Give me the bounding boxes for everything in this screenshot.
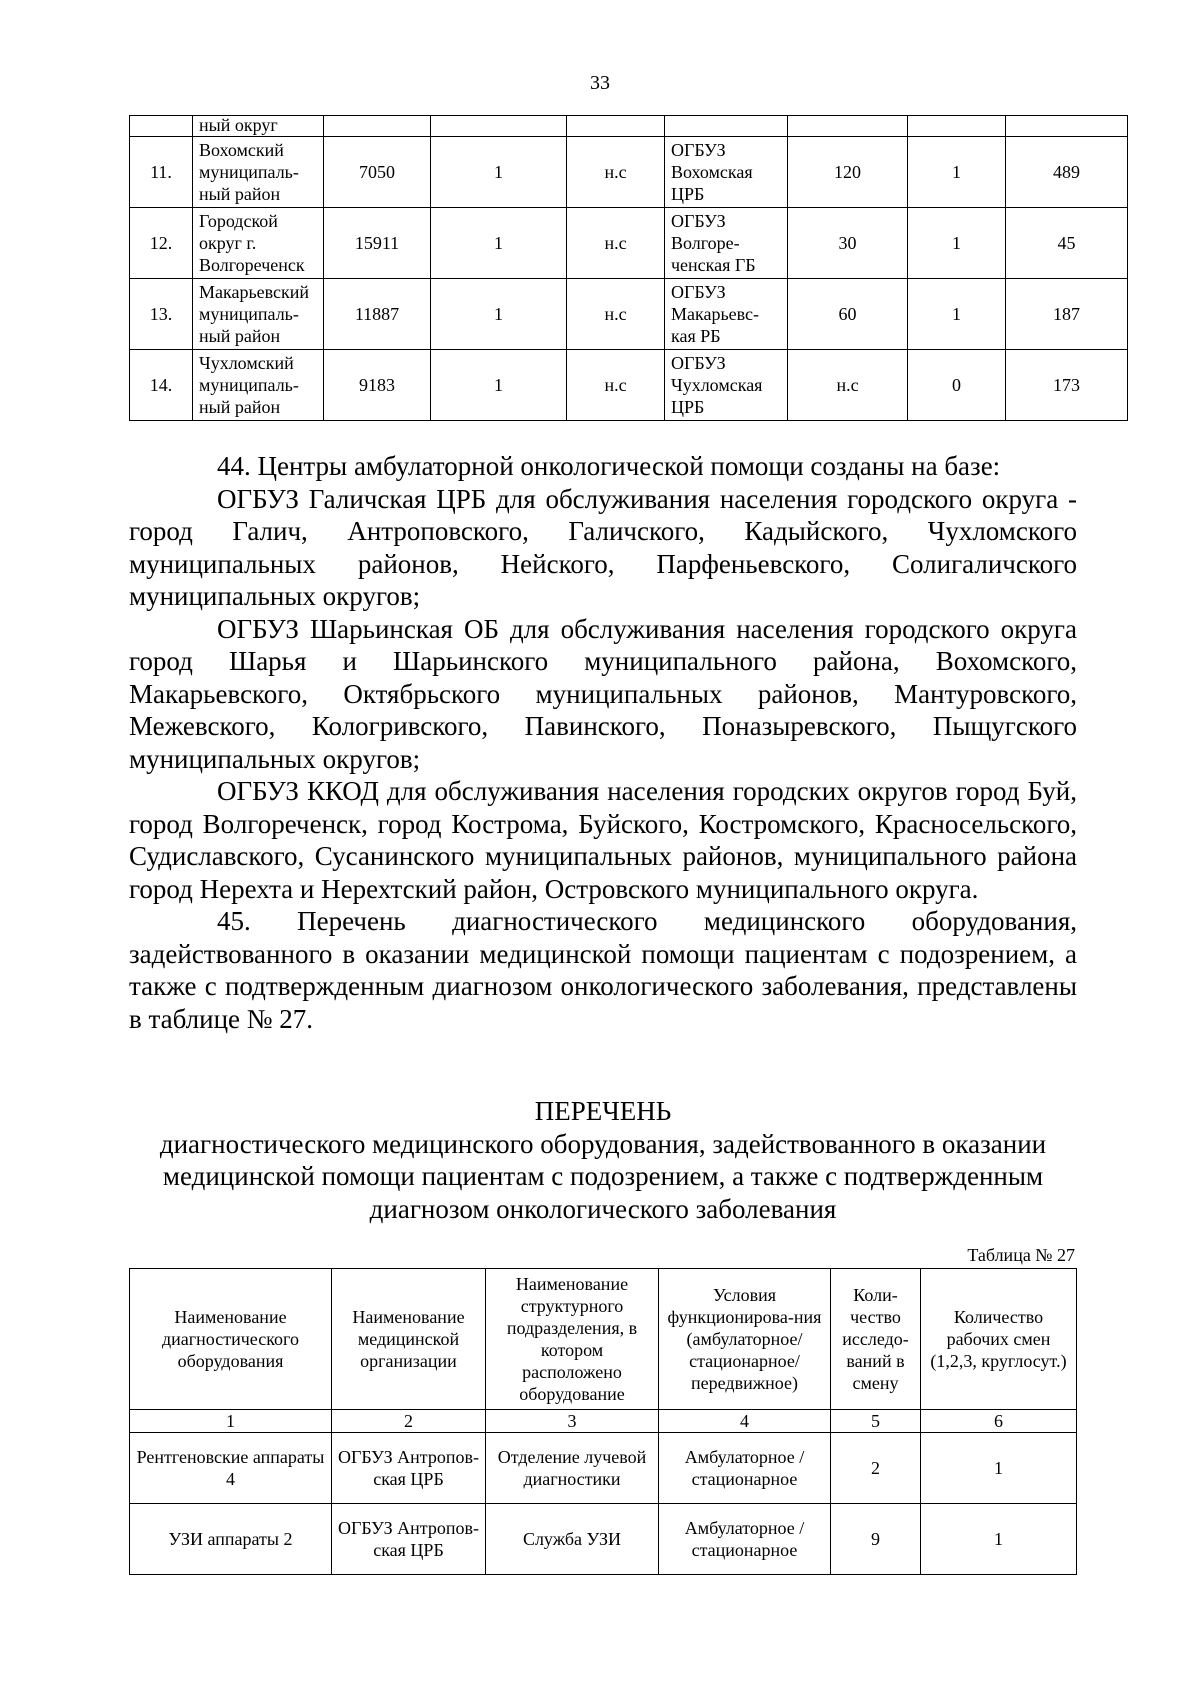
column-number: 3: [486, 1410, 659, 1433]
page-number: 33: [590, 72, 610, 94]
header-organization: Наименование медицинской организации: [332, 1269, 486, 1410]
value-cell: 1: [431, 137, 567, 208]
header-count: Коли-чество исследо-ваний в смену: [831, 1269, 921, 1410]
population-cell: 15911: [324, 208, 431, 279]
value-cell: 1: [908, 208, 1006, 279]
district-name: Вохомский муниципаль-ный район: [193, 137, 324, 208]
organization-cell: ОГБУЗ Антропов-ская ЦРБ: [332, 1504, 486, 1575]
value-cell: 0: [908, 350, 1006, 421]
paragraph-galich: ОГБУЗ Галичская ЦРБ для обслуживания населения городского округа - город Галич, Антроповского, Галичского, Кадыйского, Чухломского муниципальных районов, Нейского, Парфеньевского, Солигаличского муниципальных округов;: [129, 483, 1077, 611]
column-number-row: [130, 1410, 1077, 1433]
value-cell: н.с: [788, 350, 908, 421]
organization-cell: ОГБУЗ Антропов-ская ЦРБ: [332, 1433, 486, 1504]
paragraph-sharya: ОГБУЗ Шарьинская ОБ для обслуживания населения городского округа город Шарья и Шарьинского муниципального района, Вохомского, Макарьевского, Октябрьского муниципальных районов, Мантуровского, Межевского, Кологривского, Павинского, Поназыревского, Пыщугского муниципальных округов;: [129, 613, 1077, 774]
row-number: 12.: [130, 208, 193, 279]
table-row: [130, 208, 1128, 279]
table-caption: Таблица № 27: [967, 1245, 1075, 1265]
value-cell: н.с: [567, 208, 665, 279]
conditions-cell: Амбулаторное /стационарное: [659, 1433, 831, 1504]
district-name: Макарьевский муниципаль-ный район: [193, 279, 324, 350]
value-cell: 1: [908, 279, 1006, 350]
value-cell: н.с: [567, 279, 665, 350]
municipal-table: [129, 115, 1128, 421]
title-subtitle: диагностического медицинского оборудования, задействованного в оказании медицинской помощи пациентам с подозрением, а также с подтвержденным диагнозом онкологического заболевания: [159, 1128, 1047, 1224]
conditions-cell: Амбулаторное /стационарное: [659, 1504, 831, 1575]
value-cell: 489: [1006, 137, 1128, 208]
organization-name: ОГБУЗ Чухломская ЦРБ: [665, 350, 788, 421]
header-unit: Наименование структурного подразделения, в котором расположено оборудование: [486, 1269, 659, 1410]
column-number: 5: [831, 1410, 921, 1433]
table-row: [130, 279, 1128, 350]
header-equipment: Наименование диагностического оборудования: [130, 1269, 332, 1410]
value-cell: 60: [788, 279, 908, 350]
population-cell: 7050: [324, 137, 431, 208]
list-title: [129, 1095, 1077, 1225]
table-row: [130, 1504, 1077, 1575]
organization-name: ОГБУЗ Макарьевс-кая РБ: [665, 279, 788, 350]
value-cell: 1: [431, 208, 567, 279]
continuation-cell: ный округ: [193, 116, 324, 137]
value-cell: н.с: [567, 137, 665, 208]
unit-cell: Служба УЗИ: [486, 1504, 659, 1575]
column-number: 4: [659, 1410, 831, 1433]
organization-name: ОГБУЗ Волгоре-ченская ГБ: [665, 208, 788, 279]
count-cell: 9: [831, 1504, 921, 1575]
district-name: Чухломский муниципаль-ный район: [193, 350, 324, 421]
title-main: ПЕРЕЧЕНЬ: [534, 1096, 672, 1126]
paragraph-44: 44. Центры амбулаторной онкологической помощи созданы на базе:: [217, 451, 1001, 481]
column-number: 2: [332, 1410, 486, 1433]
row-number: 13.: [130, 279, 193, 350]
equipment-cell: УЗИ аппараты 2: [130, 1504, 332, 1575]
value-cell: 1: [431, 279, 567, 350]
value-cell: 45: [1006, 208, 1128, 279]
column-number: 6: [921, 1410, 1077, 1433]
unit-cell: Отделение лучевой диагностики: [486, 1433, 659, 1504]
table-row: [130, 137, 1128, 208]
body-text: [129, 450, 1077, 1035]
table-row: [130, 350, 1128, 421]
population-cell: 11887: [324, 279, 431, 350]
value-cell: 173: [1006, 350, 1128, 421]
column-number: 1: [130, 1410, 332, 1433]
value-cell: 187: [1006, 279, 1128, 350]
table-header-row: [130, 1269, 1077, 1410]
value-cell: 120: [788, 137, 908, 208]
value-cell: 1: [908, 137, 1006, 208]
paragraph-kkod: ОГБУЗ ККОД для обслуживания населения городских округов город Буй, город Волгореченск, город Кострома, Буйского, Костромского, Красносельского, Судиславского, Сусанинского муниципальных районов, муниципального района город Нерехта и Нерехтский район, Островского муниципального округа.: [129, 776, 1077, 904]
organization-name: ОГБУЗ Вохомская ЦРБ: [665, 137, 788, 208]
shifts-cell: 1: [921, 1433, 1077, 1504]
header-conditions: Условия функционирова-ния (амбулаторное/ стационарное/ передвижное): [659, 1269, 831, 1410]
equipment-table: [129, 1268, 1077, 1575]
paragraph-45: 45. Перечень диагностического медицинского оборудования, задействованного в оказании медицинской помощи пациентам с подозрением, а также с подтвержденным диагнозом онкологического заболевания, представлены в таблице № 27.: [129, 906, 1077, 1034]
value-cell: 1: [431, 350, 567, 421]
count-cell: 2: [831, 1433, 921, 1504]
value-cell: н.с: [567, 350, 665, 421]
header-shifts: Количество рабочих смен (1,2,3, круглосут.): [921, 1269, 1077, 1410]
row-number: 14.: [130, 350, 193, 421]
table-row: [130, 1433, 1077, 1504]
row-number: 11.: [130, 137, 193, 208]
table-row: [130, 116, 1128, 137]
value-cell: 30: [788, 208, 908, 279]
equipment-cell: Рентгеновские аппараты 4: [130, 1433, 332, 1504]
district-name: Городской округ г. Волгореченск: [193, 208, 324, 279]
shifts-cell: 1: [921, 1504, 1077, 1575]
population-cell: 9183: [324, 350, 431, 421]
